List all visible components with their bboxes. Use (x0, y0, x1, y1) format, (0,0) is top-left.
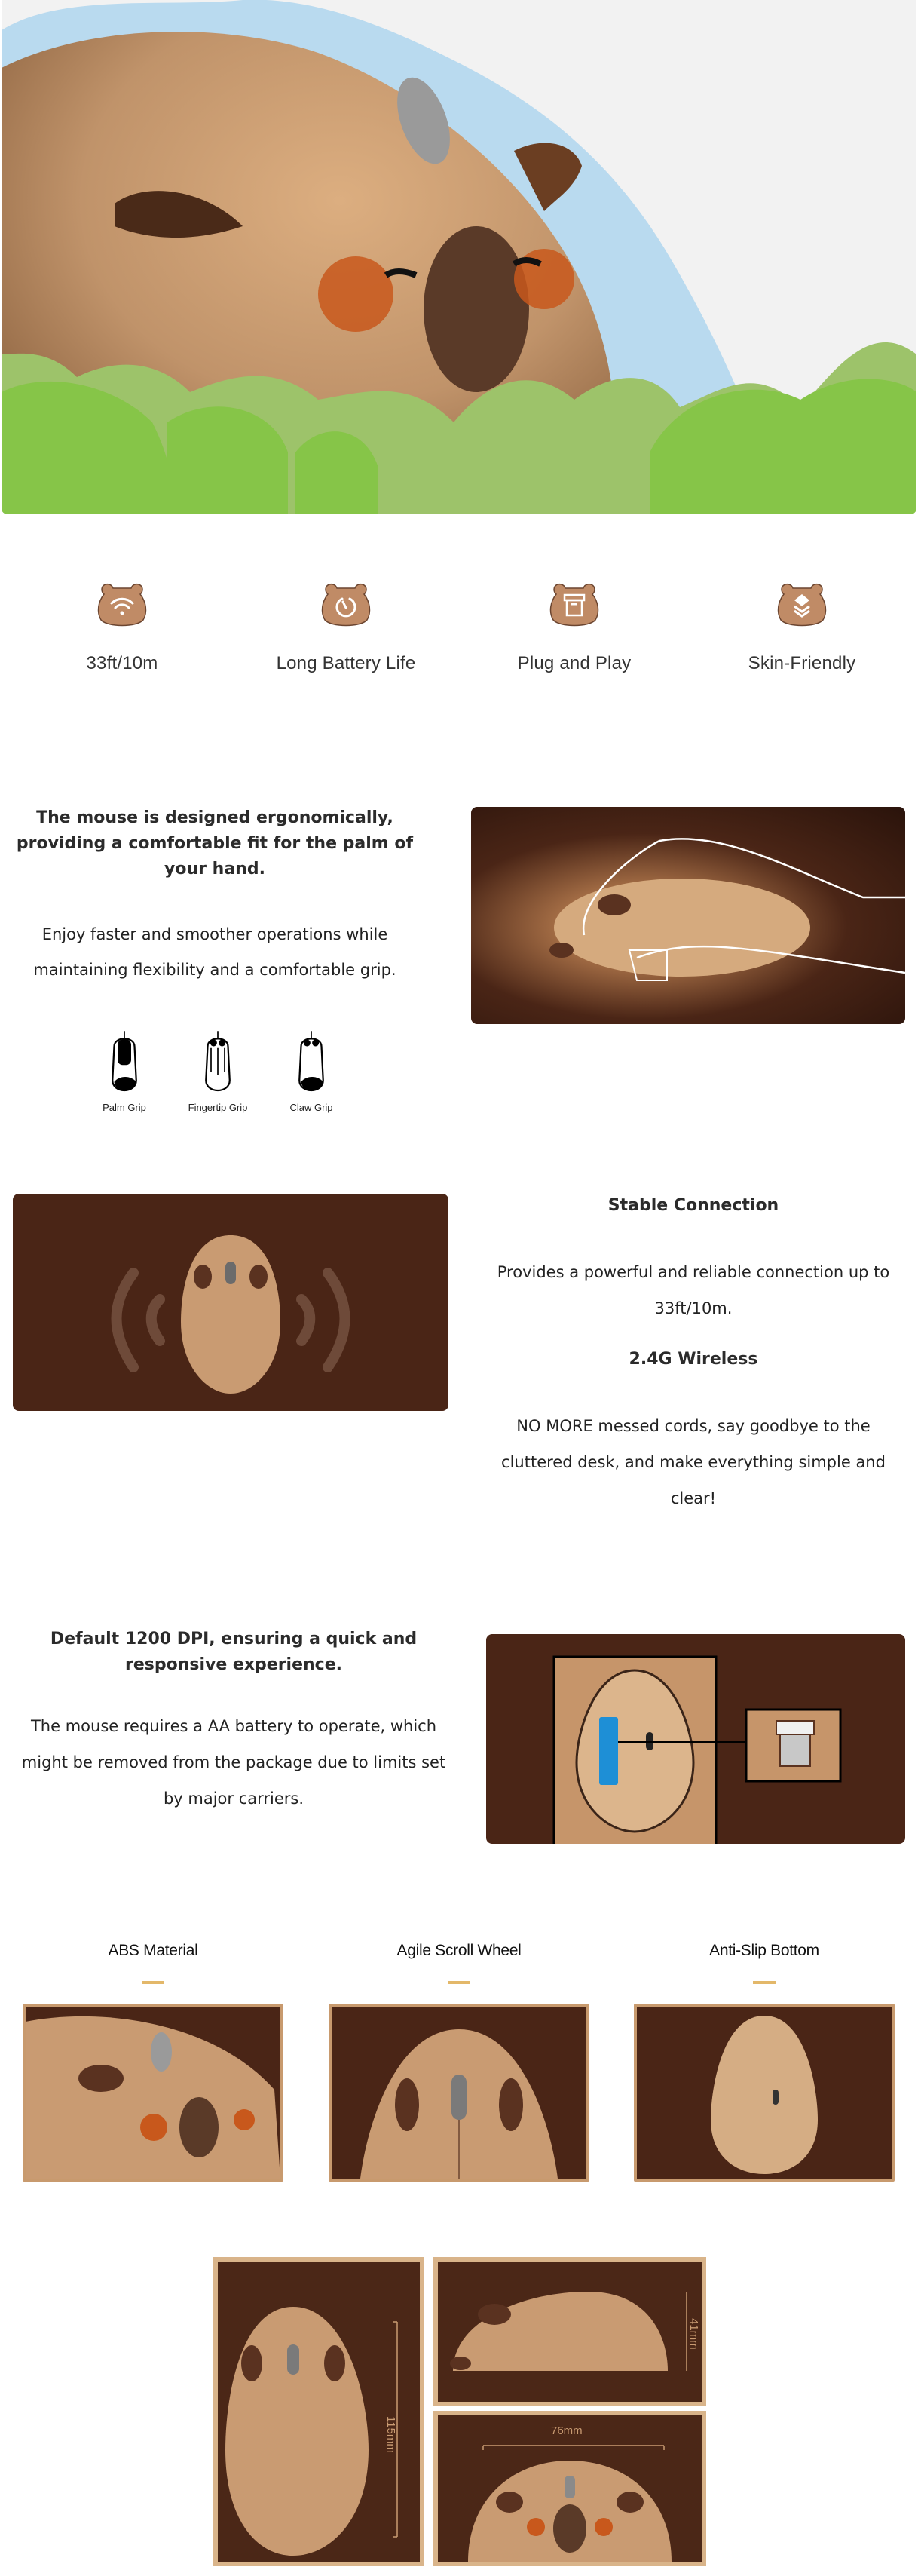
material-title: ABS Material (108, 1942, 198, 1959)
material-anti-slip (634, 1942, 895, 2182)
connection-body: Provides a powerful and reliable connection up to 33ft/10m. (497, 1263, 890, 1317)
battery-receiver-image (486, 1634, 905, 1844)
ergonomics-text (15, 805, 415, 988)
material-abs (23, 1942, 283, 2182)
grip-palm (83, 1029, 166, 1113)
accent-divider (448, 1981, 470, 1984)
accent-divider (142, 1981, 164, 1984)
connection-text (490, 1188, 897, 1516)
wireless-heading: 2.4G Wireless (629, 1350, 758, 1369)
hero-banner (2, 0, 916, 514)
feature-label: 33ft/10m (86, 653, 158, 673)
feature-plug-and-play (491, 581, 657, 694)
grip-fingertip (176, 1029, 259, 1113)
grip-label: Fingertip Grip (188, 1102, 248, 1113)
feature-label: Plug and Play (517, 653, 632, 673)
dimension-front-view (433, 2411, 706, 2566)
height-dimension: 41mm (687, 2318, 700, 2350)
dpi-heading: Default 1200 DPI, ensuring a quick and responsive experience. (50, 1630, 418, 1674)
scroll-wheel-image (329, 2004, 589, 2182)
dpi-text (11, 1627, 456, 1817)
feature-label: Long Battery Life (276, 653, 416, 673)
feature-skin-friendly (719, 581, 885, 694)
fingertip-grip-icon (195, 1029, 240, 1097)
dimension-top-view (213, 2257, 424, 2566)
material-scroll-wheel (329, 1942, 589, 2182)
layers-icon (773, 581, 831, 627)
width-dimension: 76mm (551, 2424, 583, 2437)
wifi-icon (93, 581, 151, 627)
accent-divider (753, 1981, 776, 1984)
length-dimension: 115mm (384, 2416, 397, 2453)
grip-label: Claw Grip (289, 1102, 333, 1113)
ergonomics-heading: The mouse is designed ergonomically, providing a comfortable fit for the palm of your hand. (16, 808, 414, 879)
dpi-body: The mouse requires a AA battery to operate, which might be removed from the package due to limits set by major carriers. (21, 1717, 446, 1808)
grip-label: Palm Grip (103, 1102, 146, 1113)
material-title: Agile Scroll Wheel (396, 1942, 522, 1959)
claw-grip-icon (289, 1029, 334, 1097)
feature-label: Skin-Friendly (748, 653, 856, 673)
ergonomics-body: Enjoy faster and smoother operations while maintaining flexibility and a comfortable grip. (33, 925, 396, 979)
palm-grip-icon (102, 1029, 147, 1097)
wireless-signal-image (13, 1194, 448, 1411)
material-title: Anti-Slip Bottom (709, 1942, 819, 1959)
dimension-side-view (433, 2257, 706, 2406)
timer-icon (317, 581, 375, 627)
feature-range (39, 581, 205, 694)
anti-slip-bottom-image (634, 2004, 895, 2182)
wireless-body: NO MORE messed cords, say goodbye to the cluttered desk, and make everything simple and clear! (501, 1417, 886, 1507)
box-icon (546, 581, 603, 627)
hand-grip-image (471, 807, 905, 1024)
abs-material-image (23, 2004, 283, 2182)
connection-heading: Stable Connection (607, 1196, 779, 1215)
grip-claw (270, 1029, 353, 1113)
hero-capybara-mouse-image (2, 0, 916, 514)
feature-battery (263, 581, 429, 694)
